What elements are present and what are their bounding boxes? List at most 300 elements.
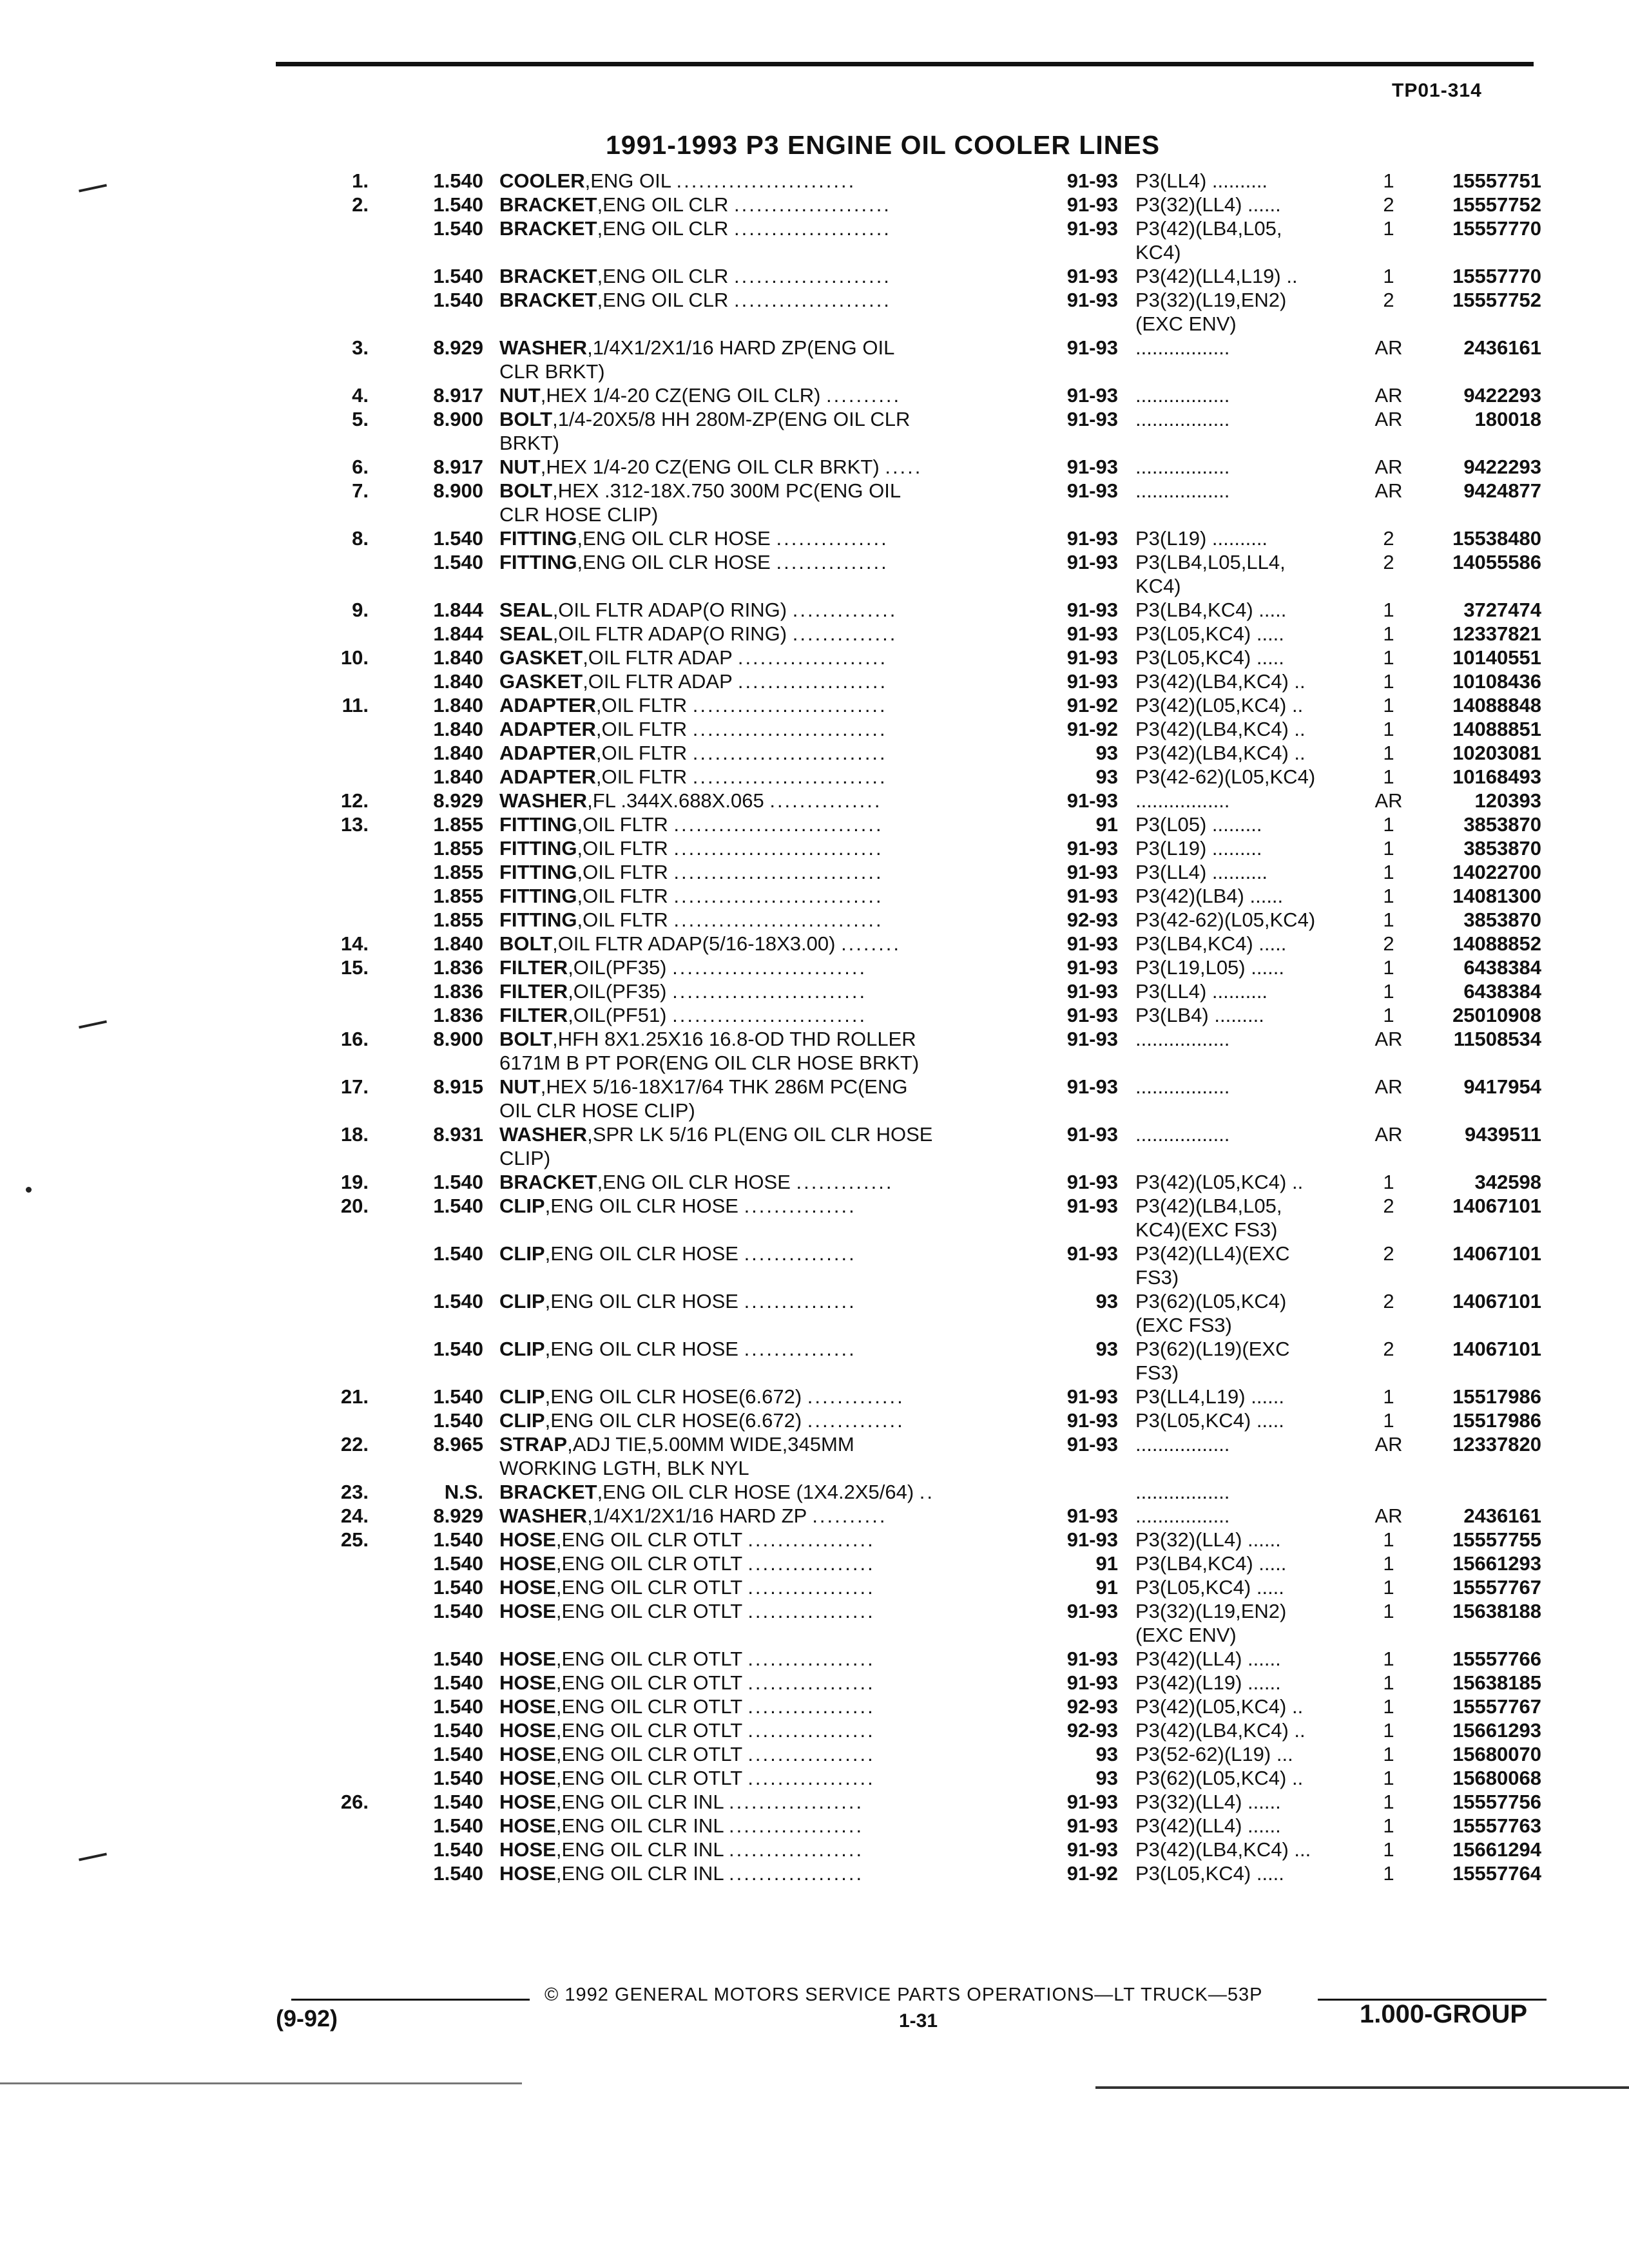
- part-description: [499, 1575, 1034, 1599]
- part-description: [499, 526, 1034, 550]
- part-number: 14088848: [1452, 694, 1541, 716]
- part-name: BRACKET: [499, 1481, 597, 1503]
- parts-row: [0, 1790, 1629, 1814]
- leader-dots: ......: [1248, 193, 1281, 216]
- model-years: 91-93: [1066, 456, 1118, 478]
- parts-row: [0, 407, 1629, 431]
- part-name: BRACKET: [499, 1171, 597, 1193]
- group-number: 1.836: [433, 956, 483, 979]
- parts-row: [0, 1242, 1629, 1265]
- usage: [1135, 622, 1367, 646]
- usage: [1135, 1814, 1367, 1838]
- usage-code: P3(LB4,L05,LL4,: [1135, 551, 1286, 573]
- model-years: 91-93: [1066, 1791, 1118, 1813]
- parts-row: [0, 908, 1629, 932]
- part-detail: ,ENG OIL CLR INL: [555, 1814, 724, 1837]
- leader-dots: ..: [1294, 718, 1306, 740]
- ref-number: 21.: [340, 1385, 369, 1408]
- usage-code: P3(L19): [1135, 837, 1207, 860]
- part-description: [499, 1122, 1034, 1146]
- part-detail: ,ENG OIL CLR OTLT: [555, 1743, 742, 1765]
- leader-dots: .................: [747, 1767, 875, 1789]
- leader-dots: .................: [1135, 1075, 1230, 1098]
- part-number: 14067101: [1452, 1338, 1541, 1360]
- usage: [1135, 1599, 1367, 1623]
- part-name: BRACKET: [499, 217, 597, 240]
- group-number: 1.540: [433, 1838, 483, 1861]
- part-name: WASHER: [499, 336, 588, 359]
- leader-dots: .................: [1135, 1123, 1230, 1146]
- parts-row: [0, 860, 1629, 884]
- usage-code: P3(42)(L05,KC4): [1135, 694, 1287, 716]
- parts-row: [0, 1075, 1629, 1099]
- leader-dots: ....................: [737, 670, 888, 693]
- part-detail: ,OIL FLTR: [577, 837, 668, 860]
- part-description: [499, 550, 1034, 574]
- model-years: 91-93: [1066, 789, 1118, 812]
- ref-number: 23.: [340, 1481, 369, 1503]
- parts-row: [0, 1432, 1629, 1456]
- quantity: AR: [1374, 1075, 1403, 1098]
- leader-dots: .................: [1135, 1481, 1230, 1503]
- ref-number: 7.: [352, 479, 369, 502]
- part-number: 15661293: [1452, 1552, 1541, 1575]
- group-number: 1.844: [433, 622, 483, 645]
- parts-row: [0, 1385, 1629, 1408]
- group-number: 1.836: [433, 1004, 483, 1026]
- parts-row: [0, 1337, 1629, 1361]
- leader-dots: .............: [807, 1409, 905, 1432]
- usage-code: FS3): [1135, 1361, 1179, 1384]
- part-description: [499, 1408, 1034, 1432]
- parts-row: [0, 550, 1629, 574]
- part-name: ADAPTER: [499, 694, 596, 716]
- part-description: [499, 503, 1034, 526]
- group-number: 1.540: [433, 169, 483, 192]
- part-name: HOSE: [499, 1552, 556, 1575]
- usage: [1135, 1265, 1367, 1289]
- usage: [1135, 479, 1367, 503]
- part-description: [499, 1790, 1034, 1814]
- usage-code: P3(LL4,L19): [1135, 1385, 1246, 1408]
- usage-code: P3(42)(LB4,L05,: [1135, 1195, 1282, 1217]
- group-number: 1.540: [433, 1528, 483, 1551]
- leader-dots: ..........................: [692, 742, 887, 764]
- usage: [1135, 979, 1367, 1003]
- model-years: 91-93: [1066, 956, 1118, 979]
- part-number: 10140551: [1452, 646, 1541, 669]
- leader-dots: ......: [1248, 1814, 1281, 1837]
- part-name: BRACKET: [499, 193, 597, 216]
- group-number: 1.855: [433, 813, 483, 836]
- usage-code: P3(L05,KC4): [1135, 1862, 1251, 1885]
- part-description: [499, 836, 1034, 860]
- parts-row: [0, 1170, 1629, 1194]
- part-number: 10168493: [1452, 765, 1541, 788]
- usage: [1135, 1480, 1367, 1504]
- part-name: FITTING: [499, 837, 577, 860]
- part-description: [499, 979, 1034, 1003]
- quantity: 2: [1383, 932, 1394, 955]
- model-years: 93: [1095, 1767, 1118, 1789]
- part-number: 180018: [1474, 408, 1541, 430]
- part-name: HOSE: [499, 1743, 556, 1765]
- group-number: 1.540: [433, 1671, 483, 1694]
- usage: [1135, 407, 1367, 431]
- parts-row: [0, 1575, 1629, 1599]
- ref-number: 14.: [340, 932, 369, 955]
- usage-code: P3(42)(LB4,KC4): [1135, 1719, 1289, 1742]
- part-description: [499, 1242, 1034, 1265]
- parts-row: [0, 526, 1629, 550]
- part-name: HOSE: [499, 1862, 556, 1885]
- document-code: TP01-314: [1392, 80, 1482, 101]
- part-detail: ,OIL FLTR ADAP: [583, 670, 733, 693]
- leader-dots: ...............: [744, 1195, 856, 1217]
- parts-row: [0, 979, 1629, 1003]
- leader-dots: .................: [1135, 408, 1230, 430]
- leader-dots: .................: [1135, 384, 1230, 407]
- part-detail: ,OIL FLTR ADAP(5/16-18X3.00): [552, 932, 836, 955]
- model-years: 91-93: [1066, 479, 1118, 502]
- leader-dots: ..................: [729, 1862, 864, 1885]
- part-detail: ,ENG OIL CLR OTLT: [555, 1576, 742, 1599]
- part-name: HOSE: [499, 1719, 556, 1742]
- quantity: 1: [1383, 1409, 1394, 1432]
- quantity: 1: [1383, 1719, 1394, 1742]
- revision-date: (9-92): [276, 2005, 338, 2032]
- quantity: 1: [1383, 169, 1394, 192]
- quantity: 1: [1383, 1648, 1394, 1670]
- usage-code: P3(LB4,KC4): [1135, 932, 1253, 955]
- part-number: 14088851: [1452, 718, 1541, 740]
- quantity: 1: [1383, 1552, 1394, 1575]
- part-name: SEAL: [499, 599, 553, 621]
- ref-number: 1.: [352, 169, 369, 192]
- usage-code: P3(62)(L19)(EXC: [1135, 1338, 1290, 1360]
- part-description: [499, 193, 1034, 216]
- leader-dots: .............: [796, 1171, 894, 1193]
- usage: [1135, 884, 1367, 908]
- part-number: 15680070: [1452, 1743, 1541, 1765]
- model-years: 91-93: [1066, 527, 1118, 550]
- part-name: NUT: [499, 456, 541, 478]
- leader-dots: ......: [1248, 1648, 1281, 1670]
- model-years: 91-93: [1066, 1504, 1118, 1527]
- usage: [1135, 312, 1367, 336]
- leader-dots: .........: [1214, 1004, 1264, 1026]
- model-years: 91: [1095, 1552, 1118, 1575]
- quantity: AR: [1374, 336, 1403, 359]
- part-description: [499, 1671, 1034, 1695]
- group-number: 8.917: [433, 384, 483, 407]
- part-description: [499, 288, 1034, 312]
- usage-code: P3(L19): [1135, 527, 1207, 550]
- model-years: 91-93: [1066, 1600, 1118, 1622]
- part-number: 2436161: [1463, 1504, 1541, 1527]
- model-years: 91-93: [1066, 1433, 1118, 1456]
- part-detail: ,HFH 8X1.25X16 16.8-OD THD ROLLER: [552, 1028, 916, 1050]
- parts-row: [0, 1647, 1629, 1671]
- usage: [1135, 1432, 1367, 1456]
- leader-dots: ..........................: [672, 956, 867, 979]
- part-detail: ,ENG OIL CLR HOSE (1X4.2X5/64): [597, 1481, 914, 1503]
- part-description: [499, 1075, 1034, 1099]
- part-name: WASHER: [499, 1123, 588, 1146]
- leader-dots: ..........................: [692, 765, 887, 788]
- part-name: CLIP: [499, 1242, 545, 1265]
- model-years: 91-93: [1066, 980, 1118, 1003]
- parts-row: [0, 1718, 1629, 1742]
- leader-dots: .....: [1256, 1576, 1284, 1599]
- group-number: 1.540: [433, 1862, 483, 1885]
- usage: [1135, 860, 1367, 884]
- parts-row: [0, 622, 1629, 646]
- parts-row: [0, 1599, 1629, 1623]
- ref-number: 3.: [352, 336, 369, 359]
- usage-code: P3(32)(L19,EN2): [1135, 1600, 1287, 1622]
- usage-code: P3(42)(LB4): [1135, 885, 1244, 907]
- model-years: 91-93: [1066, 1528, 1118, 1551]
- usage: [1135, 288, 1367, 312]
- leader-dots: ...: [1294, 1838, 1311, 1861]
- part-name: ADAPTER: [499, 765, 596, 788]
- leader-dots: .....: [1256, 646, 1284, 669]
- part-description: [499, 1504, 1034, 1528]
- part-number: 2436161: [1463, 336, 1541, 359]
- usage: [1135, 1718, 1367, 1742]
- leader-dots: ..: [1294, 1719, 1306, 1742]
- part-name: COOLER: [499, 169, 585, 192]
- leader-dots: .................: [747, 1576, 875, 1599]
- part-detail: ,1/4X1/2X1/16 HARD ZP(ENG OIL: [587, 336, 895, 359]
- group-number: 8.929: [433, 1504, 483, 1527]
- part-name: CLIP: [499, 1290, 545, 1312]
- part-detail: ,ENG OIL CLR INL: [555, 1791, 724, 1813]
- part-detail: ,OIL FLTR: [577, 885, 668, 907]
- part-number: 14067101: [1452, 1242, 1541, 1265]
- part-number: 12337821: [1452, 622, 1541, 645]
- quantity: AR: [1374, 384, 1403, 407]
- usage-code: P3(LB4,KC4): [1135, 599, 1253, 621]
- leader-dots: .....: [885, 456, 923, 478]
- part-description: [499, 1742, 1034, 1766]
- part-name: FILTER: [499, 1004, 568, 1026]
- part-description: [499, 1480, 1034, 1504]
- usage: [1135, 193, 1367, 216]
- part-description: [499, 956, 1034, 979]
- group-number: 1.540: [433, 1767, 483, 1789]
- group-number: 1.855: [433, 837, 483, 860]
- quantity: 2: [1383, 1195, 1394, 1217]
- parts-row: [0, 1265, 1629, 1289]
- leader-dots: .................: [1135, 479, 1230, 502]
- part-detail: ,ENG OIL CLR: [597, 193, 729, 216]
- model-years: 91-93: [1066, 1171, 1118, 1193]
- leader-dots: .................: [747, 1528, 875, 1551]
- quantity: 1: [1383, 1838, 1394, 1861]
- usage-code: P3(32)(LL4): [1135, 193, 1242, 216]
- part-description: [499, 1051, 1034, 1075]
- part-number: 15661293: [1452, 1719, 1541, 1742]
- part-number: 15638185: [1452, 1671, 1541, 1694]
- part-number: 9424877: [1463, 479, 1541, 502]
- group-number: 8.931: [433, 1123, 483, 1146]
- leader-dots: .................: [1135, 1504, 1230, 1527]
- quantity: AR: [1374, 789, 1403, 812]
- model-years: 91-93: [1066, 1671, 1118, 1694]
- usage-code: P3(42)(L05,KC4): [1135, 1171, 1287, 1193]
- group-number: 1.540: [433, 1600, 483, 1622]
- quantity: 2: [1383, 1338, 1394, 1360]
- leader-dots: ..........: [826, 384, 901, 407]
- usage-code: P3(42)(LL4): [1135, 1648, 1242, 1670]
- leader-dots: ..........: [812, 1504, 887, 1527]
- leader-dots: ..................: [729, 1791, 864, 1813]
- top-rule: [276, 62, 1534, 66]
- quantity: 1: [1383, 1171, 1394, 1193]
- parts-row: [0, 1027, 1629, 1051]
- usage-code: KC4): [1135, 241, 1181, 264]
- leader-dots: ..........................: [672, 980, 867, 1003]
- part-detail: ,ENG OIL CLR OTLT: [555, 1600, 742, 1622]
- leader-dots: ...............: [744, 1338, 856, 1360]
- quantity: 1: [1383, 1600, 1394, 1622]
- usage: [1135, 812, 1367, 836]
- leader-dots: ..............: [792, 599, 898, 621]
- part-number: 3853870: [1463, 837, 1541, 860]
- part-name: FITTING: [499, 813, 577, 836]
- leader-dots: ...............: [769, 789, 882, 812]
- part-detail: ,ENG OIL CLR HOSE: [577, 527, 771, 550]
- leader-dots: ............................: [673, 813, 883, 836]
- model-years: 91-93: [1066, 1123, 1118, 1146]
- quantity: 1: [1383, 1576, 1394, 1599]
- parts-row: [0, 765, 1629, 789]
- group-number: 1.540: [433, 289, 483, 311]
- group-number: 1.840: [433, 765, 483, 788]
- ref-number: 24.: [340, 1504, 369, 1527]
- part-detail: ,OIL(PF35): [568, 980, 667, 1003]
- usage-code: P3(52-62)(L19): [1135, 1743, 1271, 1765]
- part-description: [499, 1599, 1034, 1623]
- group-number: 1.840: [433, 718, 483, 740]
- part-detail: ,ENG OIL CLR HOSE: [577, 551, 771, 573]
- part-number: 15557755: [1452, 1528, 1541, 1551]
- usage-code: P3(L05,KC4): [1135, 1409, 1251, 1432]
- group-number: 1.540: [433, 1171, 483, 1193]
- usage-code: P3(LL4): [1135, 169, 1207, 192]
- group-number: 1.540: [433, 1695, 483, 1718]
- part-detail: ,OIL FLTR: [595, 718, 688, 740]
- usage-code: P3(LL4): [1135, 980, 1207, 1003]
- part-description: [499, 1003, 1034, 1027]
- usage: [1135, 669, 1367, 693]
- part-name: FILTER: [499, 980, 568, 1003]
- usage: [1135, 717, 1367, 741]
- part-name: HOSE: [499, 1671, 556, 1694]
- quantity: 1: [1383, 1814, 1394, 1837]
- parts-row: [0, 812, 1629, 836]
- quantity: 1: [1383, 670, 1394, 693]
- usage: [1135, 908, 1367, 932]
- group-number: 1.540: [433, 1791, 483, 1813]
- leader-dots: .................: [747, 1552, 875, 1575]
- quantity: AR: [1374, 456, 1403, 478]
- part-name: GASKET: [499, 646, 583, 669]
- part-description: [499, 598, 1034, 622]
- group-number: 8.900: [433, 479, 483, 502]
- usage-code: P3(LL4): [1135, 861, 1207, 883]
- model-years: 91: [1095, 1576, 1118, 1599]
- usage: [1135, 1528, 1367, 1552]
- part-name: GASKET: [499, 670, 583, 693]
- leader-dots: .....................: [734, 217, 891, 240]
- parts-row: [0, 669, 1629, 693]
- group-number: 1.855: [433, 908, 483, 931]
- part-description: [499, 455, 1034, 479]
- part-detail: ,HEX 5/16-18X17/64 THK 286M PC(ENG: [540, 1075, 908, 1098]
- quantity: 2: [1383, 193, 1394, 216]
- part-description: [499, 1695, 1034, 1718]
- model-years: 91-93: [1066, 1409, 1118, 1432]
- part-description: [499, 1861, 1034, 1885]
- leader-dots: .....: [1256, 622, 1284, 645]
- leader-dots: ..: [1286, 265, 1298, 287]
- part-description: [499, 717, 1034, 741]
- part-detail: WORKING LGTH, BLK NYL: [499, 1457, 749, 1479]
- group-number: 1.540: [433, 1576, 483, 1599]
- model-years: 91-93: [1066, 622, 1118, 645]
- part-number: 15661294: [1452, 1838, 1541, 1861]
- parts-row: [0, 1861, 1629, 1885]
- part-description: [499, 1170, 1034, 1194]
- parts-row: [0, 646, 1629, 669]
- model-years: 91-93: [1066, 1385, 1118, 1408]
- ref-number: 16.: [340, 1028, 369, 1050]
- part-name: BRACKET: [499, 289, 597, 311]
- ref-number: 13.: [340, 813, 369, 836]
- leader-dots: ......: [1248, 1671, 1281, 1694]
- part-detail: ,ENG OIL CLR: [597, 289, 729, 311]
- part-detail: ,OIL FLTR: [595, 742, 688, 764]
- parts-row: [0, 1671, 1629, 1695]
- part-description: [499, 765, 1034, 789]
- group-number: 1.540: [433, 1242, 483, 1265]
- parts-row: [0, 503, 1629, 526]
- model-years: 91: [1095, 813, 1118, 836]
- parts-row: [0, 1838, 1629, 1861]
- leader-dots: ..................: [729, 1814, 864, 1837]
- usage: [1135, 526, 1367, 550]
- usage-code: P3(62)(L05,KC4): [1135, 1290, 1287, 1312]
- usage-code: P3(42)(LL4)(EXC: [1135, 1242, 1290, 1265]
- group-number: 1.836: [433, 980, 483, 1003]
- usage: [1135, 765, 1367, 789]
- leader-dots: ...: [1276, 1743, 1293, 1765]
- part-detail: ,ENG OIL CLR OTLT: [555, 1719, 742, 1742]
- group-number: 8.917: [433, 456, 483, 478]
- leader-dots: ............................: [673, 885, 883, 907]
- usage: [1135, 1122, 1367, 1146]
- part-name: HOSE: [499, 1528, 556, 1551]
- part-description: [499, 860, 1034, 884]
- usage-code: P3(42-62)(L05,KC4): [1135, 765, 1316, 788]
- part-number: 9439511: [1465, 1123, 1541, 1146]
- part-name: NUT: [499, 384, 541, 407]
- quantity: 1: [1383, 885, 1394, 907]
- leader-dots: ............................: [673, 908, 883, 931]
